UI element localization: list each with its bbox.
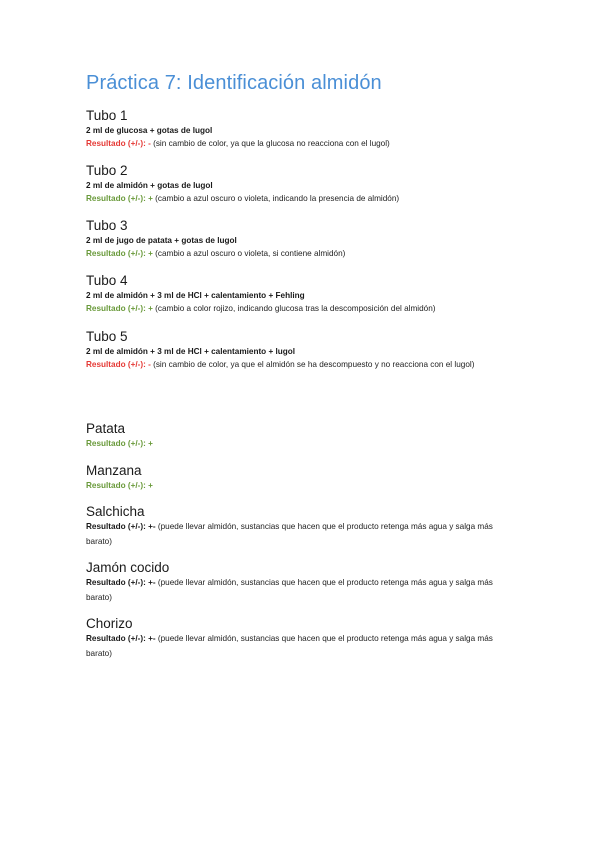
food-heading: Patata	[86, 421, 126, 436]
result-label: Resultado (+/-): -	[86, 139, 151, 148]
tube-section	[86, 217, 526, 262]
tube-heading: Tubo 3	[86, 218, 128, 233]
food-heading: Chorizo	[86, 616, 133, 631]
tube-result	[86, 247, 526, 262]
food-result	[86, 479, 526, 494]
tube-result	[86, 192, 526, 207]
tube-heading: Tubo 1	[86, 108, 128, 123]
tube-procedure: 2 ml de almidón + 3 ml de HCl + calentamiento + Fehling	[86, 291, 305, 300]
result-label: Resultado (+/-): +	[86, 304, 153, 313]
result-label: Resultado (+/-): +	[86, 194, 153, 203]
tube-procedure: 2 ml de almidón + gotas de lugol	[86, 181, 213, 190]
result-note: (cambio a azul oscuro o violeta, si contiene almidón)	[155, 249, 346, 258]
food-section	[86, 615, 506, 661]
tube-section	[86, 272, 526, 317]
result-label: Resultado (+/-): +-	[86, 578, 156, 587]
tube-procedure: 2 ml de glucosa + gotas de lugol	[86, 126, 213, 135]
tube-procedure: 2 ml de almidón + 3 ml de HCl + calentamiento + lugol	[86, 347, 296, 356]
food-section	[86, 503, 506, 549]
food-section	[86, 420, 526, 452]
tube-result	[86, 358, 506, 373]
result-label: Resultado (+/-): -	[86, 360, 151, 369]
food-heading: Salchicha	[86, 504, 145, 519]
food-heading: Jamón cocido	[86, 560, 170, 575]
tube-heading: Tubo 5	[86, 329, 128, 344]
food-result	[86, 576, 506, 605]
tube-heading: Tubo 4	[86, 273, 128, 288]
result-note: (sin cambio de color, ya que el almidón se ha descompuesto y no reacciona con el lugol)	[153, 360, 475, 369]
food-section	[86, 462, 526, 494]
food-heading: Manzana	[86, 463, 142, 478]
tube-section	[86, 328, 506, 373]
result-note: (puede llevar almidón, sustancias que hacen que el producto retenga más agua y salga más barato)	[86, 578, 493, 602]
food-result	[86, 437, 526, 452]
food-result	[86, 520, 506, 549]
result-note: (puede llevar almidón, sustancias que hacen que el producto retenga más agua y salga más barato)	[86, 634, 493, 658]
tube-heading: Tubo 2	[86, 163, 128, 178]
result-label: Resultado (+/-): +-	[86, 634, 156, 643]
result-note: (puede llevar almidón, sustancias que hacen que el producto retenga más agua y salga más barato)	[86, 522, 493, 546]
result-note: (sin cambio de color, ya que la glucosa no reacciona con el lugol)	[153, 139, 390, 148]
tube-procedure: 2 ml de jugo de patata + gotas de lugol	[86, 236, 237, 245]
result-label: Resultado (+/-): +	[86, 249, 153, 258]
result-note: (cambio a azul oscuro o violeta, indicando la presencia de almidón)	[155, 194, 400, 203]
tube-section	[86, 107, 526, 152]
tube-section	[86, 162, 526, 207]
page-title: Práctica 7: Identificación almidón	[86, 72, 382, 94]
food-section	[86, 559, 506, 605]
result-label: Resultado (+/-): +	[86, 439, 153, 448]
food-result	[86, 632, 506, 661]
tube-result	[86, 302, 526, 317]
tube-result	[86, 137, 526, 152]
result-note: (cambio a color rojizo, indicando glucosa tras la descomposición del almidón)	[155, 304, 436, 313]
result-label: Resultado (+/-): +-	[86, 522, 156, 531]
result-label: Resultado (+/-): +	[86, 481, 153, 490]
